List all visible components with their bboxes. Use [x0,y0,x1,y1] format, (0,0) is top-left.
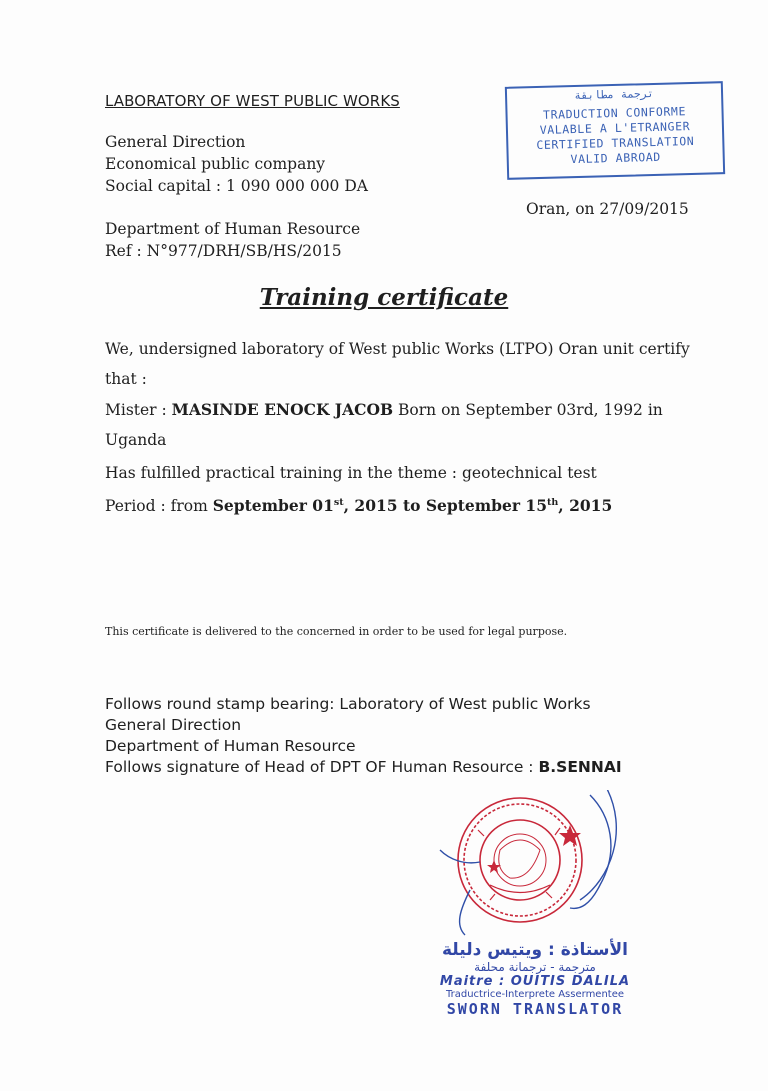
training-period [105,496,612,515]
signature-prefix: Follows signature of Head of DPT OF Human Resource : [105,758,539,776]
translation-stamp-line: CERTIFIED TRANSLATION [536,133,695,153]
reference-number: Ref : N°977/DRH/SB/HS/2015 [105,242,342,260]
trainee-line [105,400,663,419]
document-date: Oran, on 27/09/2015 [526,200,689,218]
period-middle: , 2015 to September 15 [343,496,547,515]
intro-text: We, undersigned laboratory of West public Works (LTPO) Oran unit certify [105,340,690,358]
translation-stamp-arabic: ترجمة مطابقة [574,86,654,103]
translator-title-fr: Traductrice-Interprete Assermentee [445,989,625,1000]
follows-direction-line: General Direction [105,716,242,734]
translator-title-en: SWORN TRANSLATOR [446,1000,624,1018]
translator-name: Maitre : OUITIS DALILA [439,974,631,989]
sworn-translator-stamp [400,940,670,1018]
training-theme: Has fulfilled practical training in the theme : geotechnical test [105,464,597,482]
translation-stamp-line: VALID ABROAD [570,149,662,167]
intro-continued: that : [105,370,147,388]
legal-purpose-note: This certificate is delivered to the concerned in order to be used for legal purpose. [105,625,568,638]
translation-stamp-line: TRADUCTION CONFORME [542,104,687,122]
period-start: September 01 [212,496,334,515]
follows-signature-line [105,758,622,776]
translation-stamp [505,81,725,180]
follows-department-line: Department of Human Resource [105,737,356,755]
translator-arabic-name: الأستاذة : ويتيس دليلة [442,940,628,960]
round-stamp-seal-icon [430,790,630,940]
company-type: Economical public company [105,155,326,173]
trainee-name: MASINDE ENOCK JACOB [171,400,394,419]
period-start-suffix: st [333,497,344,508]
period-end: , 2015 [558,496,613,515]
social-capital: Social capital : 1 090 000 000 DA [105,177,368,195]
birth-details: Born on September 03rd, 1992 in [393,401,663,419]
signatory-name: B.SENNAI [538,758,622,776]
follows-stamp-line: Follows round stamp bearing: Laboratory of West public Works [105,695,591,713]
organization-title: LABORATORY OF WEST PUBLIC WORKS [105,92,400,110]
mister-prefix: Mister : [105,401,172,419]
translation-stamp-line: VALABLE A L'ETRANGER [539,119,691,137]
certificate-title: Training certificate [259,284,509,311]
translator-arabic-title: مترجمة - ترجمانة محلفة [474,960,596,974]
department: Department of Human Resource [105,220,361,238]
birth-country: Uganda [105,431,167,449]
period-prefix: Period : from [105,497,213,515]
general-direction: General Direction [105,133,246,151]
period-end-suffix: th [547,497,559,508]
